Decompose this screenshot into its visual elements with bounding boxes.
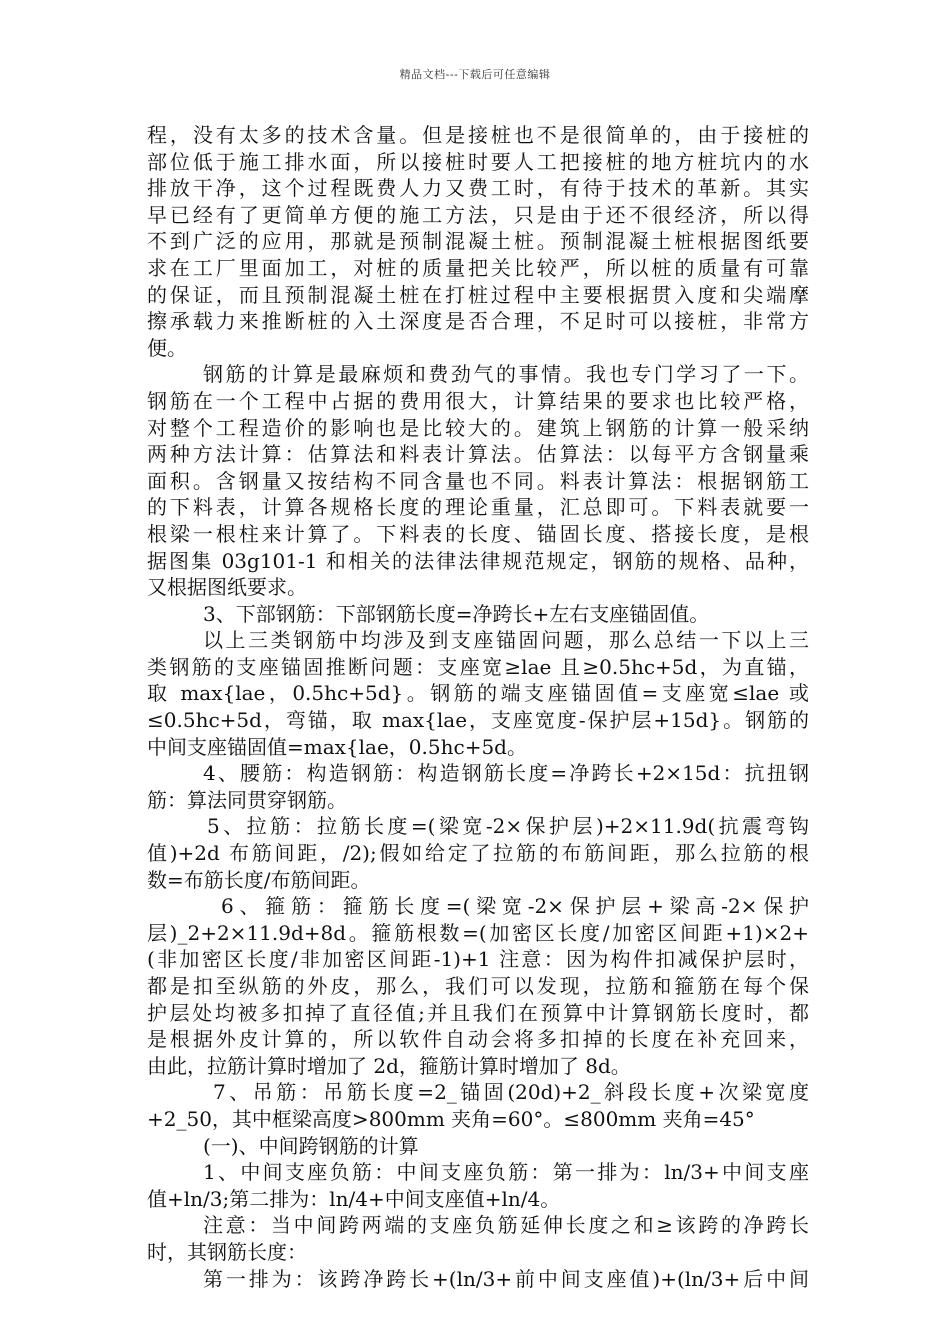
text-line: 对整个工程造价的影响也是比较大的。建筑上钢筋的计算一般采纳: [147, 415, 809, 440]
text-line: ≤0.5hc+5d，弯锚，取 max{lae，支座宽度-保护层+15d}。钢筋的: [147, 708, 809, 733]
text-line: 数=布筋长度/布筋间距。: [147, 867, 371, 892]
text-line: 取 max{lae，0.5hc+5d}。钢筋的端支座锚固值=支座宽≤lae 或: [147, 681, 809, 706]
text-line: 的下料表，计算各规格长度的理论重量，汇总即可。下料表就要一: [147, 495, 809, 520]
text-line: 7、吊筋：吊筋长度=2_锚固(20d)+2_斜段长度+次梁宽度: [213, 1080, 809, 1105]
text-line: +2_50，其中框梁高度>800mm 夹角=60°。≤800mm 夹角=45°: [147, 1106, 755, 1131]
text-line: 是根据外皮计算的，所以软件自动会将多扣掉的长度在补充回来，: [147, 1027, 809, 1052]
text-line: 中间支座锚固值=max{lae，0.5hc+5d。: [147, 734, 527, 759]
text-line: 不到广泛的应用，那就是预制混凝土桩。预制混凝土桩根据图纸要: [147, 229, 809, 254]
text-line: 3、下部钢筋：下部钢筋长度=净跨长+左右支座锚固值。: [203, 601, 710, 626]
text-line: 4、腰筋：构造钢筋：构造钢筋长度=净跨长+2×15d：抗扭钢: [203, 761, 809, 786]
section-heading: (一)、中间跨钢筋的计算: [203, 1133, 419, 1158]
text-line: 根梁一根柱来计算了。下料表的长度、锚固长度、搭接长度，是根: [147, 521, 809, 546]
text-line: 的保证，而且预制混凝土桩在打桩过程中主要根据贯入度和尖端摩: [147, 282, 809, 307]
text-line: 钢筋在一个工程中占据的费用很大，计算结果的要求也比较严格，: [147, 388, 809, 413]
text-line: 排放干净，这个过程既费人力又费工时，有待于技术的革新。其实: [147, 176, 809, 201]
text-line: 部位低于施工排水面，所以接桩时要人工把接桩的地方桩坑内的水: [147, 149, 809, 174]
text-line: 值)+2d 布筋间距，/2);假如给定了拉筋的布筋间距，那么拉筋的根: [147, 841, 809, 866]
text-line: 1、中间支座负筋：中间支座负筋：第一排为：ln/3+中间支座: [203, 1160, 809, 1185]
text-line: 两种方法计算：估算法和料表计算法。估算法：以每平方含钢量乘: [147, 442, 809, 467]
text-line: 5、拉筋：拉筋长度=(梁宽-2×保护层)+2×11.9d(抗震弯钩: [207, 814, 809, 839]
text-line: 层)_2+2×11.9d+8d。箍筋根数=(加密区长度/加密区间距+1)×2+: [147, 920, 809, 945]
text-line: 第一排为：该跨净跨长+(ln/3+前中间支座值)+(ln/3+后中间: [203, 1266, 809, 1291]
text-line: 擦承载力来推断桩的入土深度是否合理，不足时可以接桩，非常方: [147, 309, 809, 334]
text-line: 筋：算法同贯穿钢筋。: [147, 787, 347, 812]
text-line: 又根据图纸要求。: [147, 575, 307, 600]
text-line: 面积。含钢量又按结构不同含量也不同。料表计算法：根据钢筋工: [147, 468, 809, 493]
text-line: 值+ln/3;第二排为：ln/4+中间支座值+ln/4。: [147, 1186, 561, 1211]
text-line: 便。: [147, 335, 187, 360]
text-line: 程，没有太多的技术含量。但是接桩也不是很简单的，由于接桩的: [147, 123, 809, 147]
text-line: 注意：当中间跨两端的支座负筋延伸长度之和≥该跨的净跨长: [203, 1213, 809, 1238]
document-body: [147, 122, 809, 1292]
text-line: 求在工厂里面加工，对桩的质量把关比较严，所以桩的质量有可靠: [147, 255, 809, 280]
text-line: 时，其钢筋长度：: [147, 1239, 307, 1264]
text-line: 钢筋的计算是最麻烦和费劲气的事情。我也专门学习了一下。: [203, 362, 809, 387]
page-header: 精品文档---下载后可任意编辑: [399, 68, 551, 81]
text-line: (非加密区长度/非加密区间距-1)+1 注意：因为构件扣减保护层时，: [147, 947, 809, 972]
text-line: 都是扣至纵筋的外皮，那么，我们可以发现，拉筋和箍筋在每个保: [147, 974, 809, 998]
text-line: 由此，拉筋计算时增加了 2d，箍筋计算时增加了 8d。: [147, 1053, 631, 1078]
text-line: 类钢筋的支座锚固推断问题：支座宽≥lae 且≥0.5hc+5d，为直锚，: [147, 654, 809, 679]
text-line: 早已经有了更简单方便的施工方法，只是由于还不很经济，所以得: [147, 202, 809, 227]
text-line: 护层处均被多扣掉了直径值;并且我们在预算中计算钢筋长度时，都: [147, 1000, 809, 1025]
text-line: 6、箍筋：箍筋长度=(梁宽-2×保护层+梁高-2×保护: [221, 894, 809, 919]
text-line: 据图集 03g101-1 和相关的法律法律规范规定，钢筋的规格、品种，: [147, 548, 809, 573]
text-line: 以上三类钢筋中均涉及到支座锚固问题，那么总结一下以上三: [203, 628, 809, 653]
